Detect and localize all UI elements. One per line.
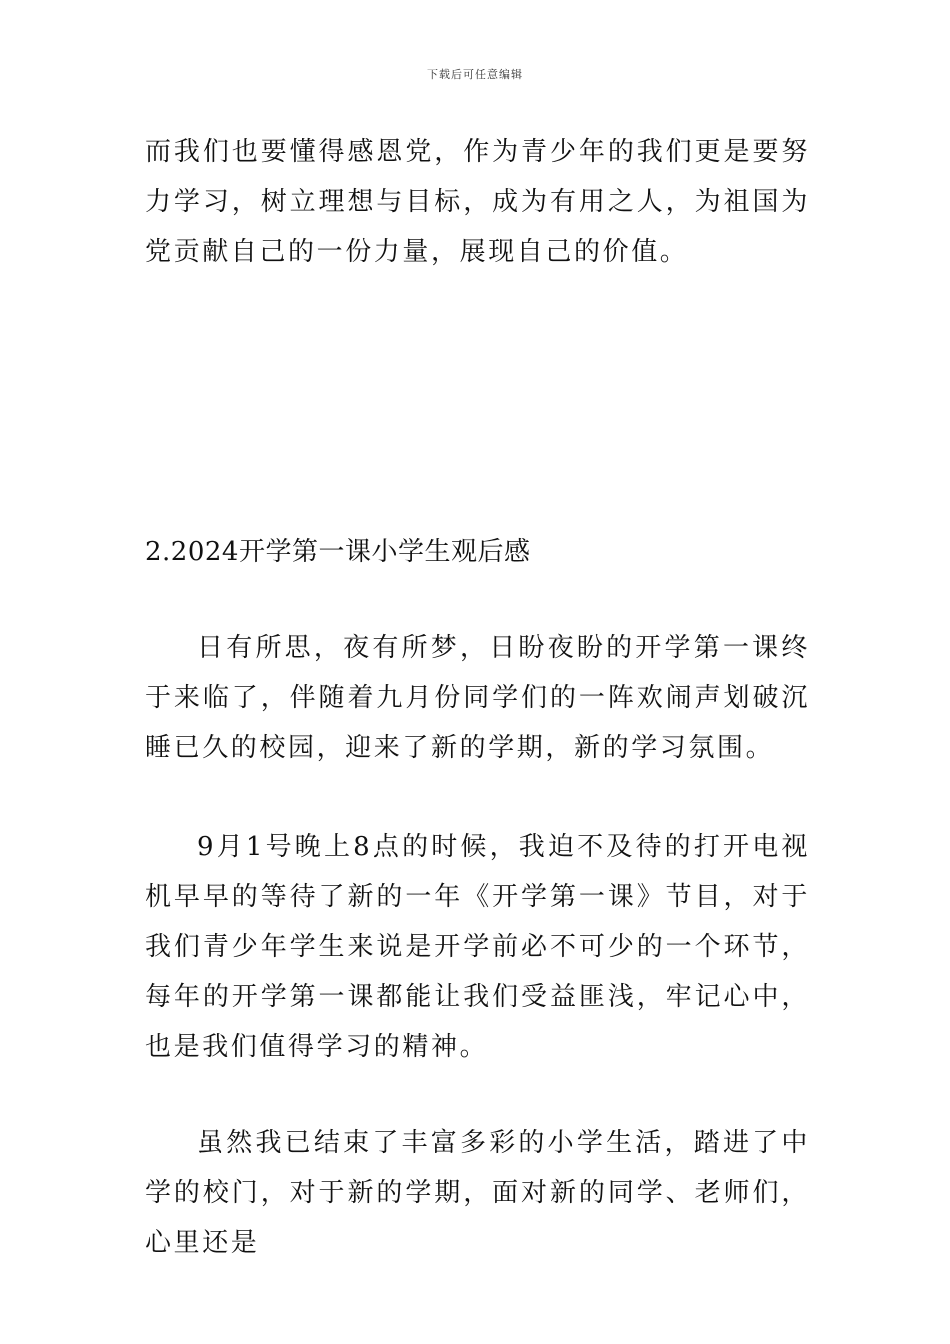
paragraph-text: 而我们也要懂得感恩党，作为青少年的我们更是要努力学习，树立理想与目标，成为有用之人，为祖国为党贡献自己的一份力量，展现自己的价值。: [145, 137, 810, 267]
page-header: 下载后可任意编辑: [427, 68, 523, 81]
body-paragraph: [145, 822, 810, 1072]
paragraph-text: 日有所思，夜有所梦，日盼夜盼的开学第一课终于来临了，伴随着九月份同学们的一阵欢闹声划破沉睡已久的校园，迎来了新的学期，新的学习氛围。: [145, 633, 810, 763]
paragraph-text: 9月1号晚上8点的时候，我迫不及待的打开电视机早早的等待了新的一年《开学第一课》节目，对于我们青少年学生来说是开学前必不可少的一个环节，每年的开学第一课都能让我们受益匪浅，牢记心中，也是我们值得学习的精神。: [145, 832, 810, 1062]
body-paragraph: [145, 1118, 810, 1268]
section-heading: 2.2024开学第一课小学生观后感: [145, 537, 531, 567]
intro-paragraph: [145, 127, 810, 277]
paragraph-text: 虽然我已结束了丰富多彩的小学生活，踏进了中学的校门，对于新的学期，面对新的同学、老师们，心里还是: [145, 1128, 810, 1258]
body-paragraph: [145, 623, 810, 773]
